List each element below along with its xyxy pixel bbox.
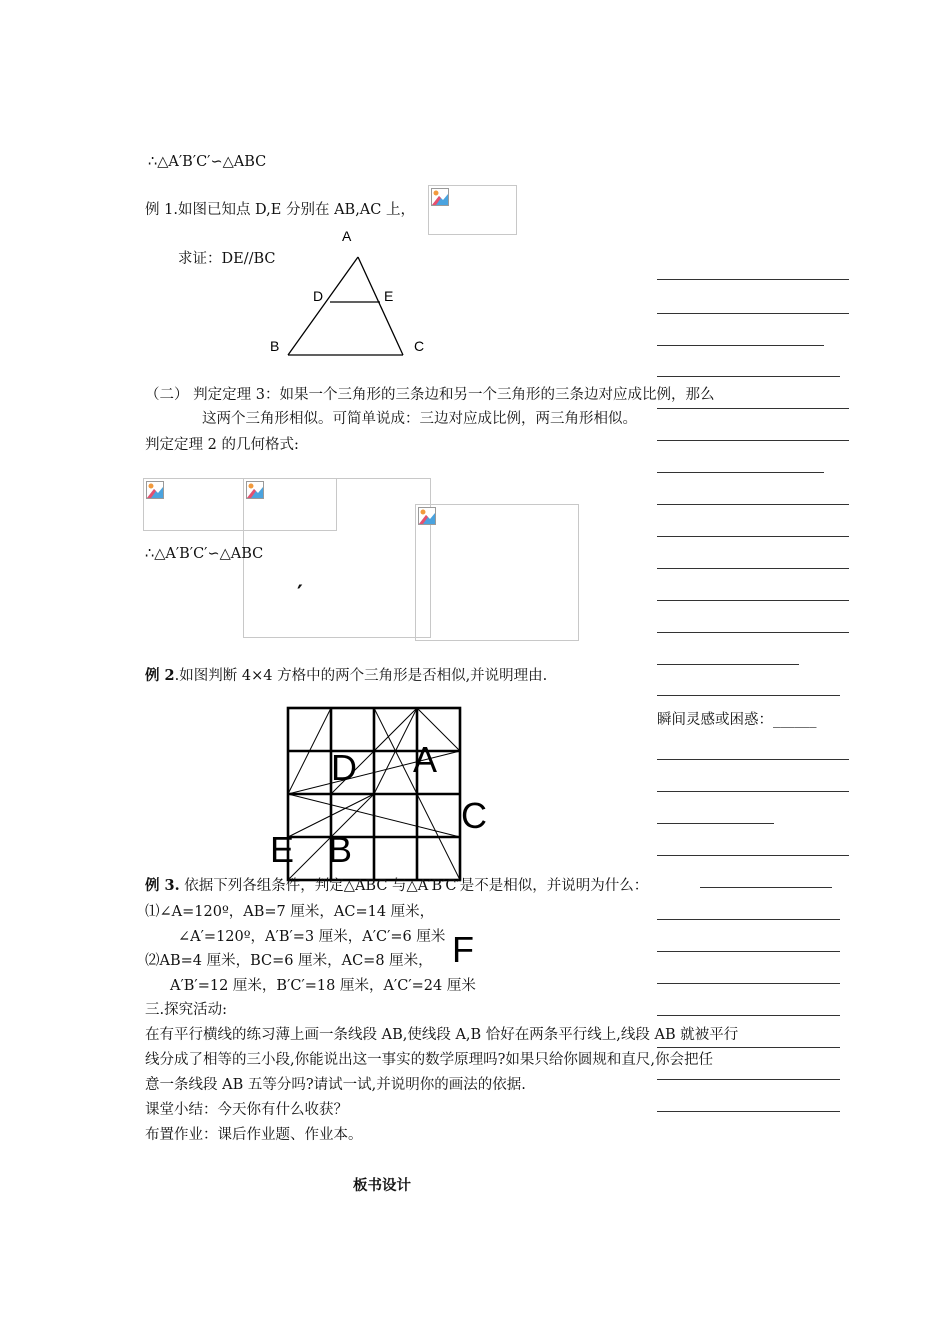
note-line[interactable] [657,855,849,856]
grid-label-f: F [452,929,474,970]
note-line[interactable] [657,664,799,665]
note-line[interactable] [657,919,840,920]
condition-2b: A′B′=12 厘米，B′C′=18 厘米，A′C′=24 厘米 [170,978,476,994]
note-line[interactable] [657,504,849,505]
note-line[interactable] [657,1079,840,1080]
broken-image-icon [431,188,449,206]
example-1-prove: 求证：DE//BC [178,251,276,267]
condition-2a: ⑵AB=4 厘米，BC=6 厘米，AC=8 厘米， [145,953,433,969]
note-line[interactable] [657,472,824,473]
grid-label-a: A [413,739,438,780]
stray-prime-mark: ′ [297,581,303,607]
condition-1a: ⑴∠A=120º，AB=7 厘米，AC=14 厘米， [145,904,435,920]
note-line[interactable] [657,1111,840,1112]
section-2-line-1: （二） 判定定理 3：如果一个三角形的三条边和另一个三角形的三条边对应成比例，那么 [145,387,715,403]
note-line[interactable] [657,823,774,824]
conclusion-line-2: ∴△A′B′C′∽△ABC [145,546,264,562]
note-line[interactable] [700,887,832,888]
note-line[interactable] [657,536,849,537]
grid-label-b: B [328,829,353,870]
triangle-figure [260,222,440,362]
broken-image-icon [246,481,264,499]
broken-image-1 [428,185,517,235]
homework: 布置作业：课后作业题、作业本。 [145,1127,363,1143]
grid-label-e: E [270,829,295,870]
broken-image-3 [243,478,431,638]
example-2-label: 例 2 [145,667,175,684]
conclusion-line-1: ∴△A′B′C′∽△ABC [148,154,267,170]
vertex-label-e: E [384,288,394,304]
theorem-2-format: 判定定理 2 的几何格式: [145,437,299,453]
example-3 [145,877,648,895]
example-2 [145,667,547,685]
note-line[interactable] [657,279,849,280]
note-line[interactable] [657,983,840,984]
vertex-label-a: A [342,228,352,244]
inspiration-label: 瞬间灵感或困惑： [657,712,773,728]
condition-1b: ∠A′=120º，A′B′=3 厘米，A′C′=6 厘米 [178,929,446,945]
note-line[interactable] [657,376,840,377]
grid-label-d: D [331,747,357,788]
example-1-intro: 例 1.如图已知点 D,E 分别在 AB,AC 上， [145,202,415,218]
explore-line-2: 线分成了相等的三小段,你能说出这一事实的数学原理吗?如果只给你圆规和直尺,你会把任 [145,1052,713,1068]
note-line[interactable] [657,345,824,346]
side-ac [358,257,403,355]
example-3-label: 例 3. [145,877,180,894]
broken-image-icon [146,481,164,499]
example-3-text: 依据下列各组条件，判定△ABC 与△A′B′C′是不是相似，并说明为什么： [179,878,649,894]
vertex-label-d: D [313,288,324,304]
inspiration-row [657,711,817,729]
note-line[interactable] [657,632,849,633]
broken-image-icon [418,507,436,525]
note-line[interactable] [657,568,849,569]
note-line[interactable] [657,1047,840,1048]
class-summary: 课堂小结：今天你有什么收获？ [145,1102,348,1118]
vertex-label-c: C [414,338,425,354]
grid-label-c: C [461,795,487,836]
note-line[interactable] [657,951,840,952]
grid-figure [270,700,500,990]
note-line[interactable] [657,408,849,409]
note-line[interactable] [657,600,849,601]
explore-title: 三.探究活动: [145,1002,227,1018]
explore-line-3: 意一条线段 AB 五等分吗?请试一试,并说明你的画法的依据. [145,1077,526,1093]
note-line[interactable] [657,1015,840,1016]
vertex-label-b: B [270,338,280,354]
section-2-line-2: 这两个三角形相似。可简单说成：三边对应成比例，两三角形相似。 [202,411,637,427]
note-line[interactable] [657,440,849,441]
note-line[interactable] [657,791,849,792]
side-ab [288,257,358,355]
note-line[interactable] [657,313,849,314]
note-line[interactable] [657,759,849,760]
broken-image-4 [415,504,579,641]
inspiration-blank[interactable]: ______ [773,712,817,728]
explore-line-1: 在有平行横线的练习薄上画一条线段 AB,使线段 A,B 恰好在两条平行线上,线段 AB 就被平行 [145,1027,739,1043]
note-line[interactable] [657,695,840,696]
board-design-title: 板书设计 [353,1177,411,1194]
example-2-text: .如图判断 4×4 方格中的两个三角形是否相似,并说明理由. [174,668,548,684]
